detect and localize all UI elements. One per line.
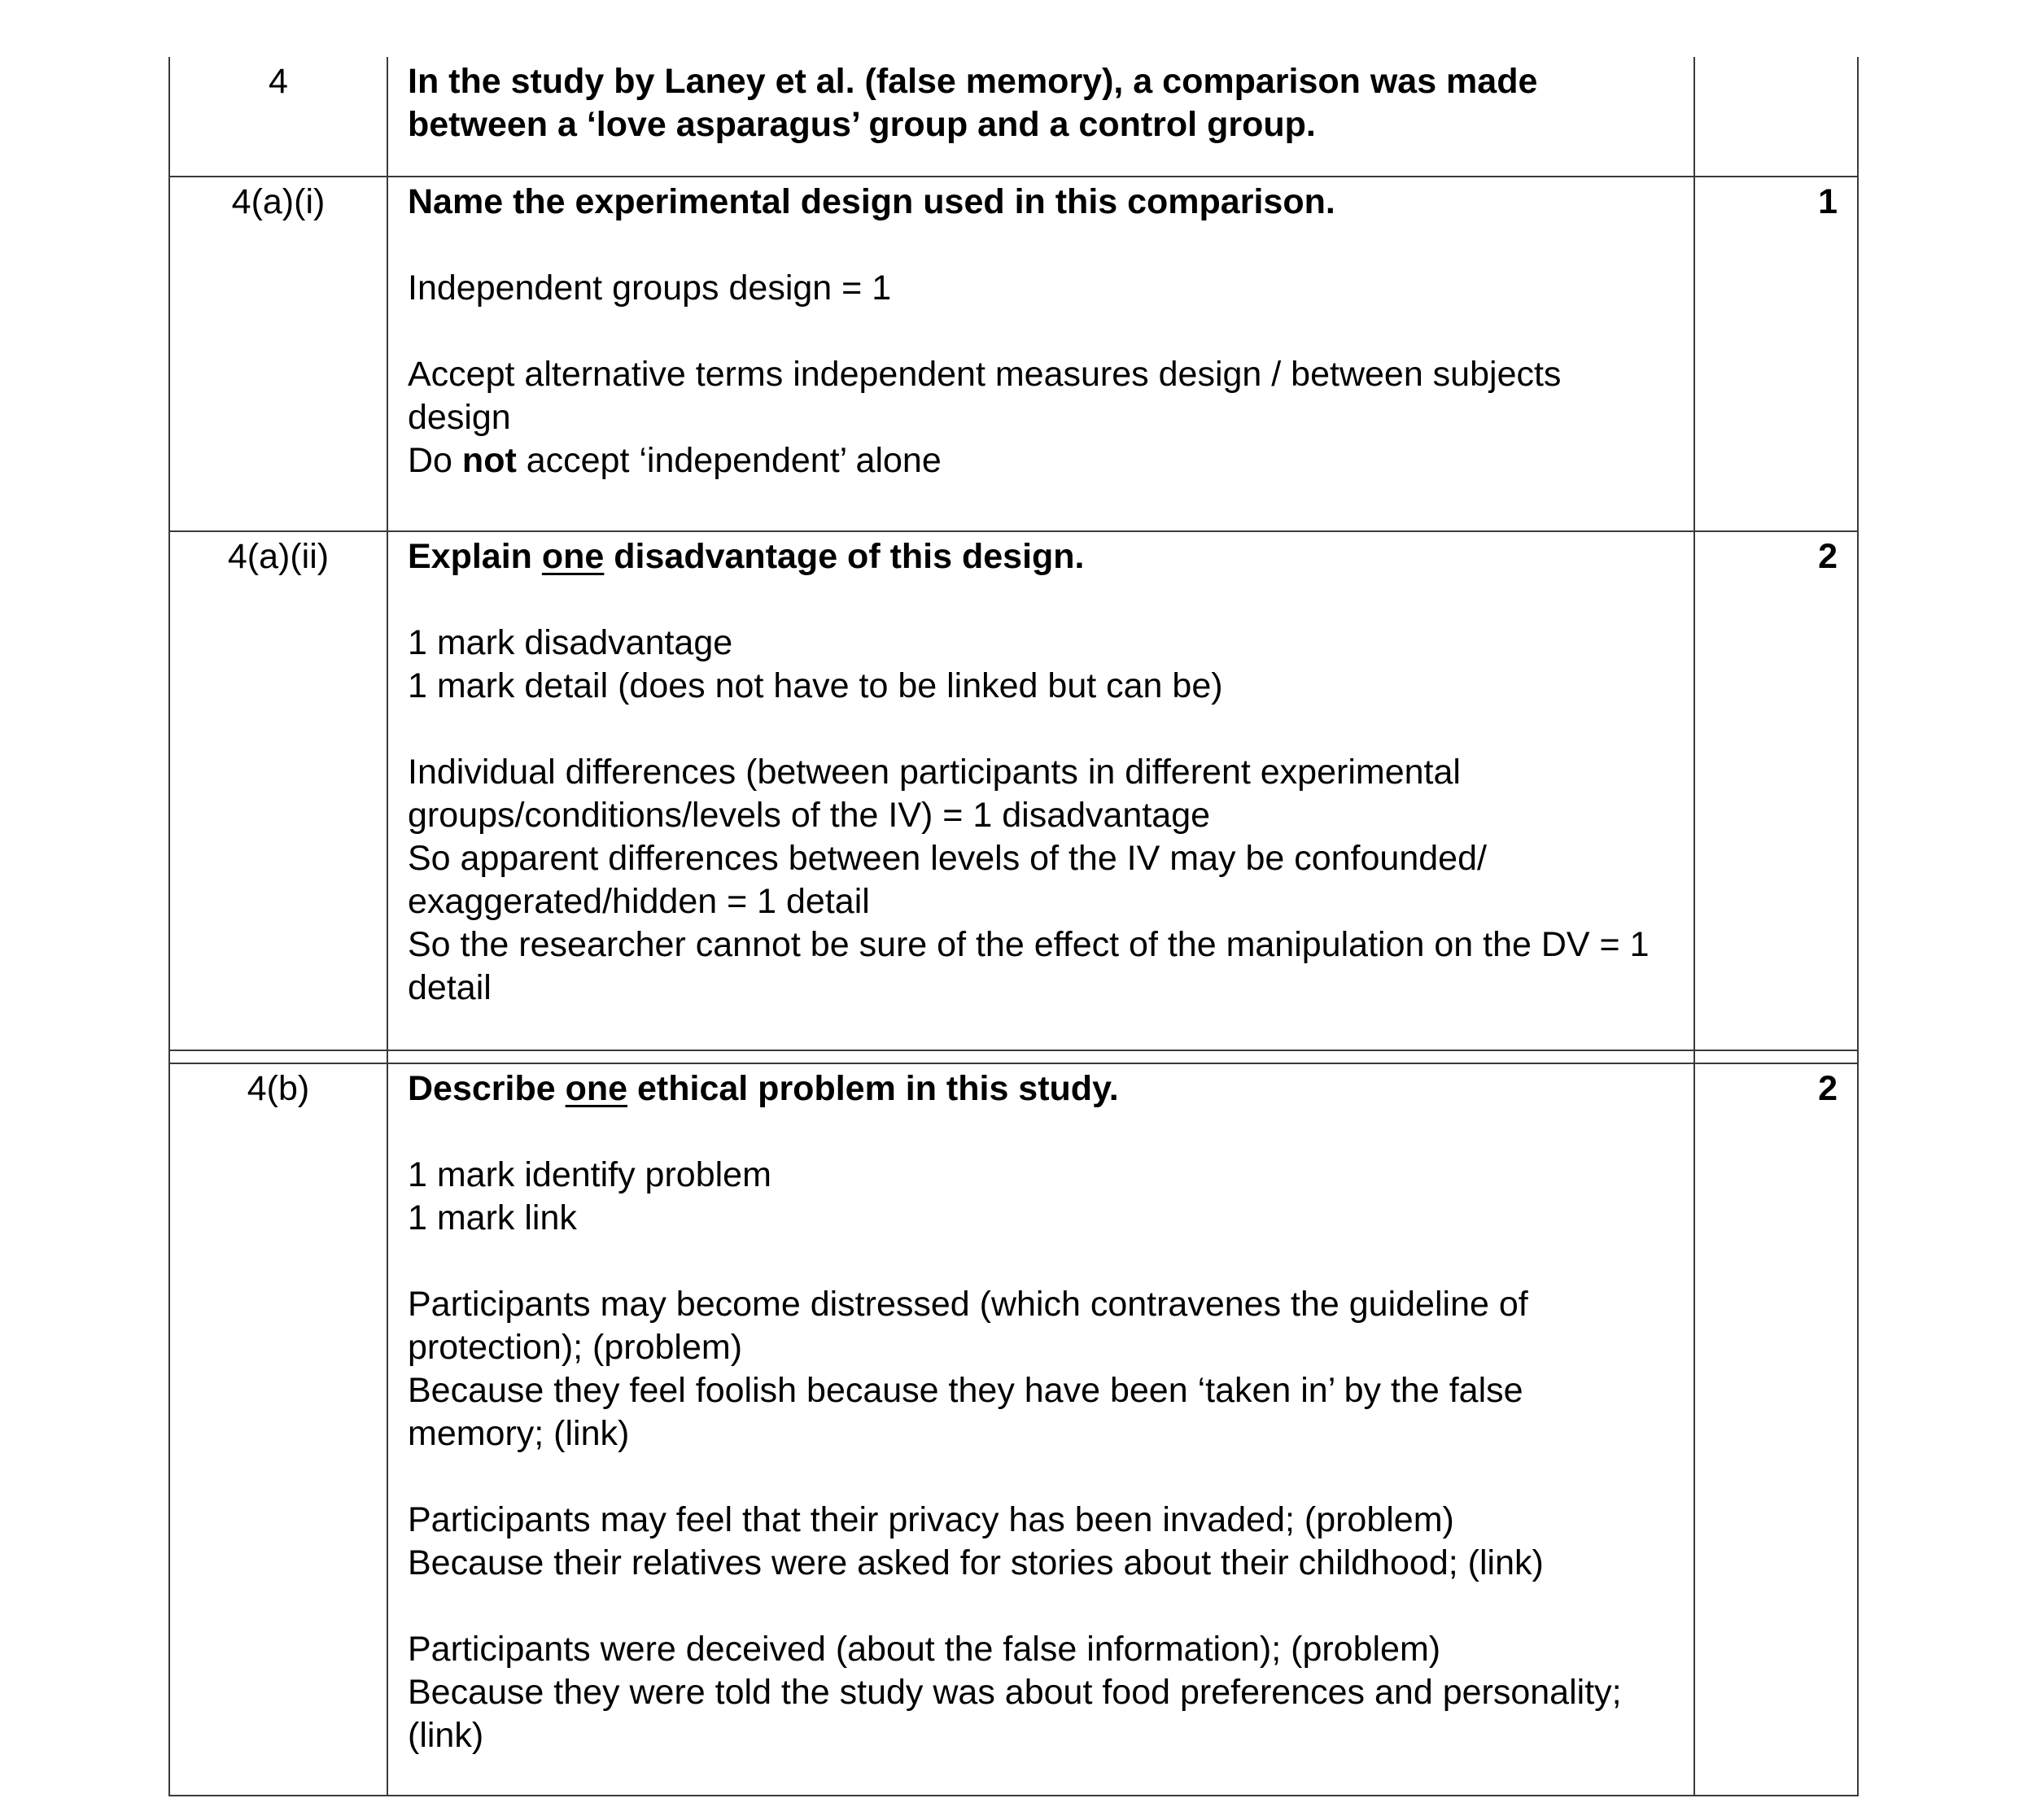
question-cell [387, 531, 1694, 1050]
marks-cell: 2 [1694, 531, 1858, 1050]
question-cell [387, 57, 1694, 177]
answer-line [408, 439, 1661, 482]
mark-scheme-page [168, 57, 1857, 1796]
answer-line: Because they feel foolish because they have been ‘taken in’ by the false memory; (link) [408, 1371, 1523, 1453]
question-text: Name the experimental design used in this comparison. [408, 182, 1335, 221]
marks-cell [1694, 57, 1858, 177]
table-row [169, 531, 1858, 1050]
answer-line: Participants may become distressed (which contravenes the guideline of protection); (problem) [408, 1285, 1528, 1367]
answer-line: Independent groups design = 1 [408, 268, 892, 308]
question-cell [387, 1063, 1694, 1796]
answer-line: Accept alternative terms independent measures design / between subjects design [408, 355, 1562, 437]
answer-line: So apparent differences between levels of the IV may be confounded/ exaggerated/hidden = 1 detail [408, 839, 1487, 921]
table-row [169, 57, 1858, 177]
table-row [169, 1063, 1858, 1796]
answer-line: So the researcher cannot be sure of the effect of the manipulation on the DV = 1 detail [408, 925, 1650, 1007]
marks-cell: 2 [1694, 1063, 1858, 1796]
table-divider [169, 1050, 1858, 1063]
emphasis-text: not [461, 441, 517, 480]
question-cell [387, 177, 1694, 531]
marks-cell: 1 [1694, 177, 1858, 531]
answer-line: Participants may feel that their privacy has been invaded; (problem) [408, 1500, 1454, 1539]
mark-scheme-table [168, 57, 1859, 1796]
underlined-word: one [541, 537, 605, 576]
question-text-part: Describe [408, 1069, 566, 1108]
answer-text: Do [408, 441, 462, 480]
answer-line: 1 mark disadvantage [408, 623, 733, 662]
question-text-part: Explain [408, 537, 542, 576]
table-row [169, 177, 1858, 531]
answer-text: accept ‘independent’ alone [516, 441, 942, 480]
question-text [408, 535, 1661, 578]
answer-line: Because their relatives were asked for stories about their childhood; (link) [408, 1543, 1544, 1582]
question-number: 4(a)(i) [169, 177, 387, 531]
answer-line: Participants were deceived (about the false information); (problem) [408, 1630, 1441, 1669]
question-text-part: ethical problem in this study. [627, 1069, 1119, 1108]
answer-line: 1 mark identify problem [408, 1155, 771, 1194]
question-number: 4(b) [169, 1063, 387, 1796]
answer-line: 1 mark link [408, 1198, 577, 1237]
underlined-word: one [565, 1069, 628, 1108]
question-text [408, 1067, 1661, 1111]
question-text: In the study by Laney et al. (false memory), a comparison was made between a ‘love asparagus’ group and a control group. [408, 62, 1538, 144]
answer-line: Because they were told the study was about food preferences and personality; (link) [408, 1673, 1622, 1755]
answer-line: Individual differences (between participants in different experimental groups/conditions/levels of the IV) = 1 disadvantage [408, 753, 1461, 835]
question-number: 4(a)(ii) [169, 531, 387, 1050]
answer-line: 1 mark detail (does not have to be linked but can be) [408, 666, 1223, 705]
question-text-part: disadvantage of this design. [604, 537, 1085, 576]
question-number: 4 [169, 57, 387, 177]
